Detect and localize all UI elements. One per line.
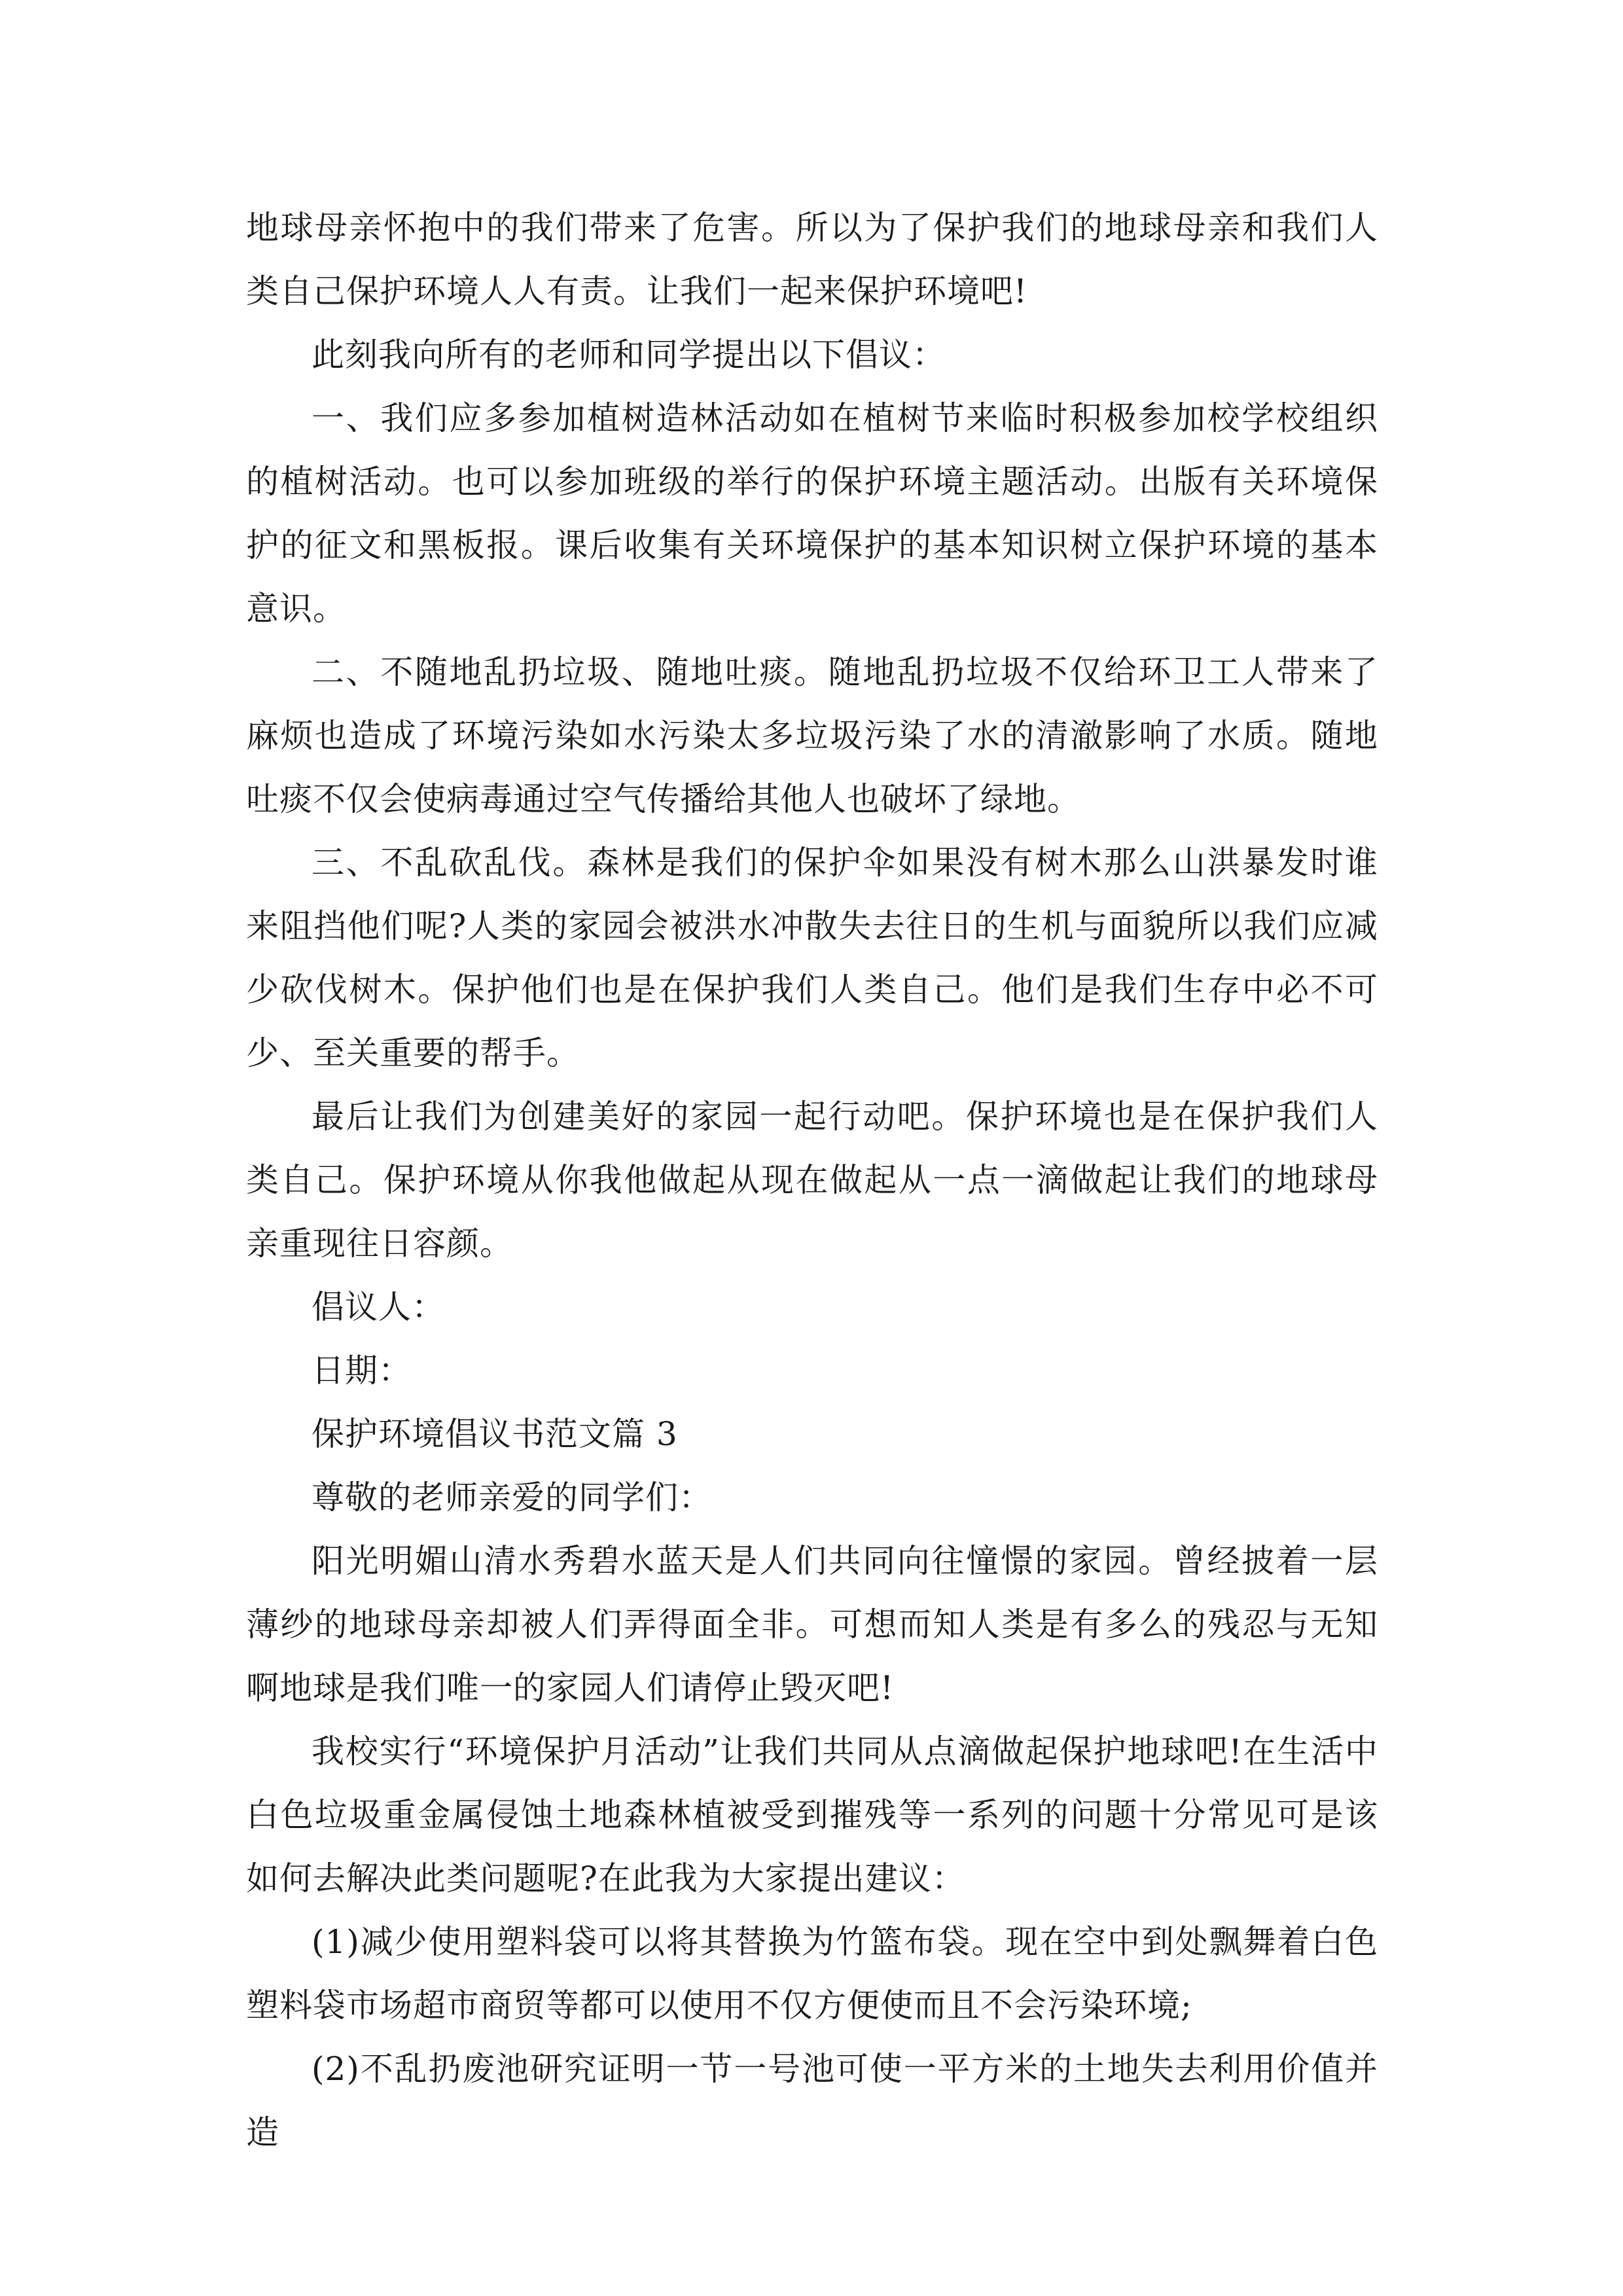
document-body [246,196,1378,2164]
paragraph-proposal-2: 二、不随地乱扔垃圾、随地吐痰。随地乱扔垃圾不仅给环卫工人带来了麻烦也造成了环境污染如水污染太多垃圾污染了水的清澈影响了水质。随地吐痰不仅会使病毒通过空气传播给其他人也破坏了绿地。 [246,653,1378,818]
paragraph-proposal-3: 三、不乱砍乱伐。森林是我们的保护伞如果没有树木那么山洪暴发时谁来阻挡他们呢?人类的家园会被洪水冲散失去往日的生机与面貌所以我们应减少砍伐树木。保护他们也是在保护我们人类自己。他们是我们生存中必不可少、至关重要的帮手。 [246,844,1378,1072]
paragraph-continued: 地球母亲怀抱中的我们带来了危害。所以为了保护我们的地球母亲和我们人类自己保护环境人人有责。让我们一起来保护环境吧! [246,209,1378,310]
section-title: 保护环境倡议书范文篇 3 [312,1415,678,1453]
proposer-label: 倡议人： [312,1288,445,1326]
paragraph-closing: 最后让我们为创建美好的家园一起行动吧。保护环境也是在保护我们人类自己。保护环境从你我他做起从现在做起从一点一滴做起让我们的地球母亲重现往日容颜。 [246,1098,1378,1263]
paragraph-suggestion-2: (2)不乱扔废池研究证明一节一号池可使一平方米的土地失去利用价值并造 [246,2050,1378,2151]
paragraph-intro: 阳光明媚山清水秀碧水蓝天是人们共同向往憧憬的家园。曾经披着一层薄纱的地球母亲却被人们弄得面全非。可想而知人类是有多么的残忍与无知啊地球是我们唯一的家园人们请停止毁灭吧! [246,1542,1378,1707]
salutation: 尊敬的老师亲爱的同学们： [312,1479,712,1516]
paragraph-activity: 我校实行“环境保护月活动”让我们共同从点滴做起保护地球吧!在生活中白色垃圾重金属侵蚀土地森林植被受到摧残等一系列的问题十分常见可是该如何去解决此类问题呢?在此我为大家提出建议： [246,1732,1378,1897]
paragraph-proposal-intro: 此刻我向所有的老师和同学提出以下倡议： [312,336,946,374]
paragraph-proposal-1: 一、我们应多参加植树造林活动如在植树节来临时积极参加校学校组织的植树活动。也可以参加班级的举行的保护环境主题活动。出版有关环境保护的征文和黑板报。课后收集有关环境保护的基本知识树立保护环境的基本意识。 [246,399,1378,628]
paragraph-suggestion-1: (1)减少使用塑料袋可以将其替换为竹篮布袋。现在空中到处飘舞着白色塑料袋市场超市商贸等都可以使用不仅方便使而且不会污染环境; [246,1923,1378,2024]
date-label: 日期： [312,1352,412,1390]
